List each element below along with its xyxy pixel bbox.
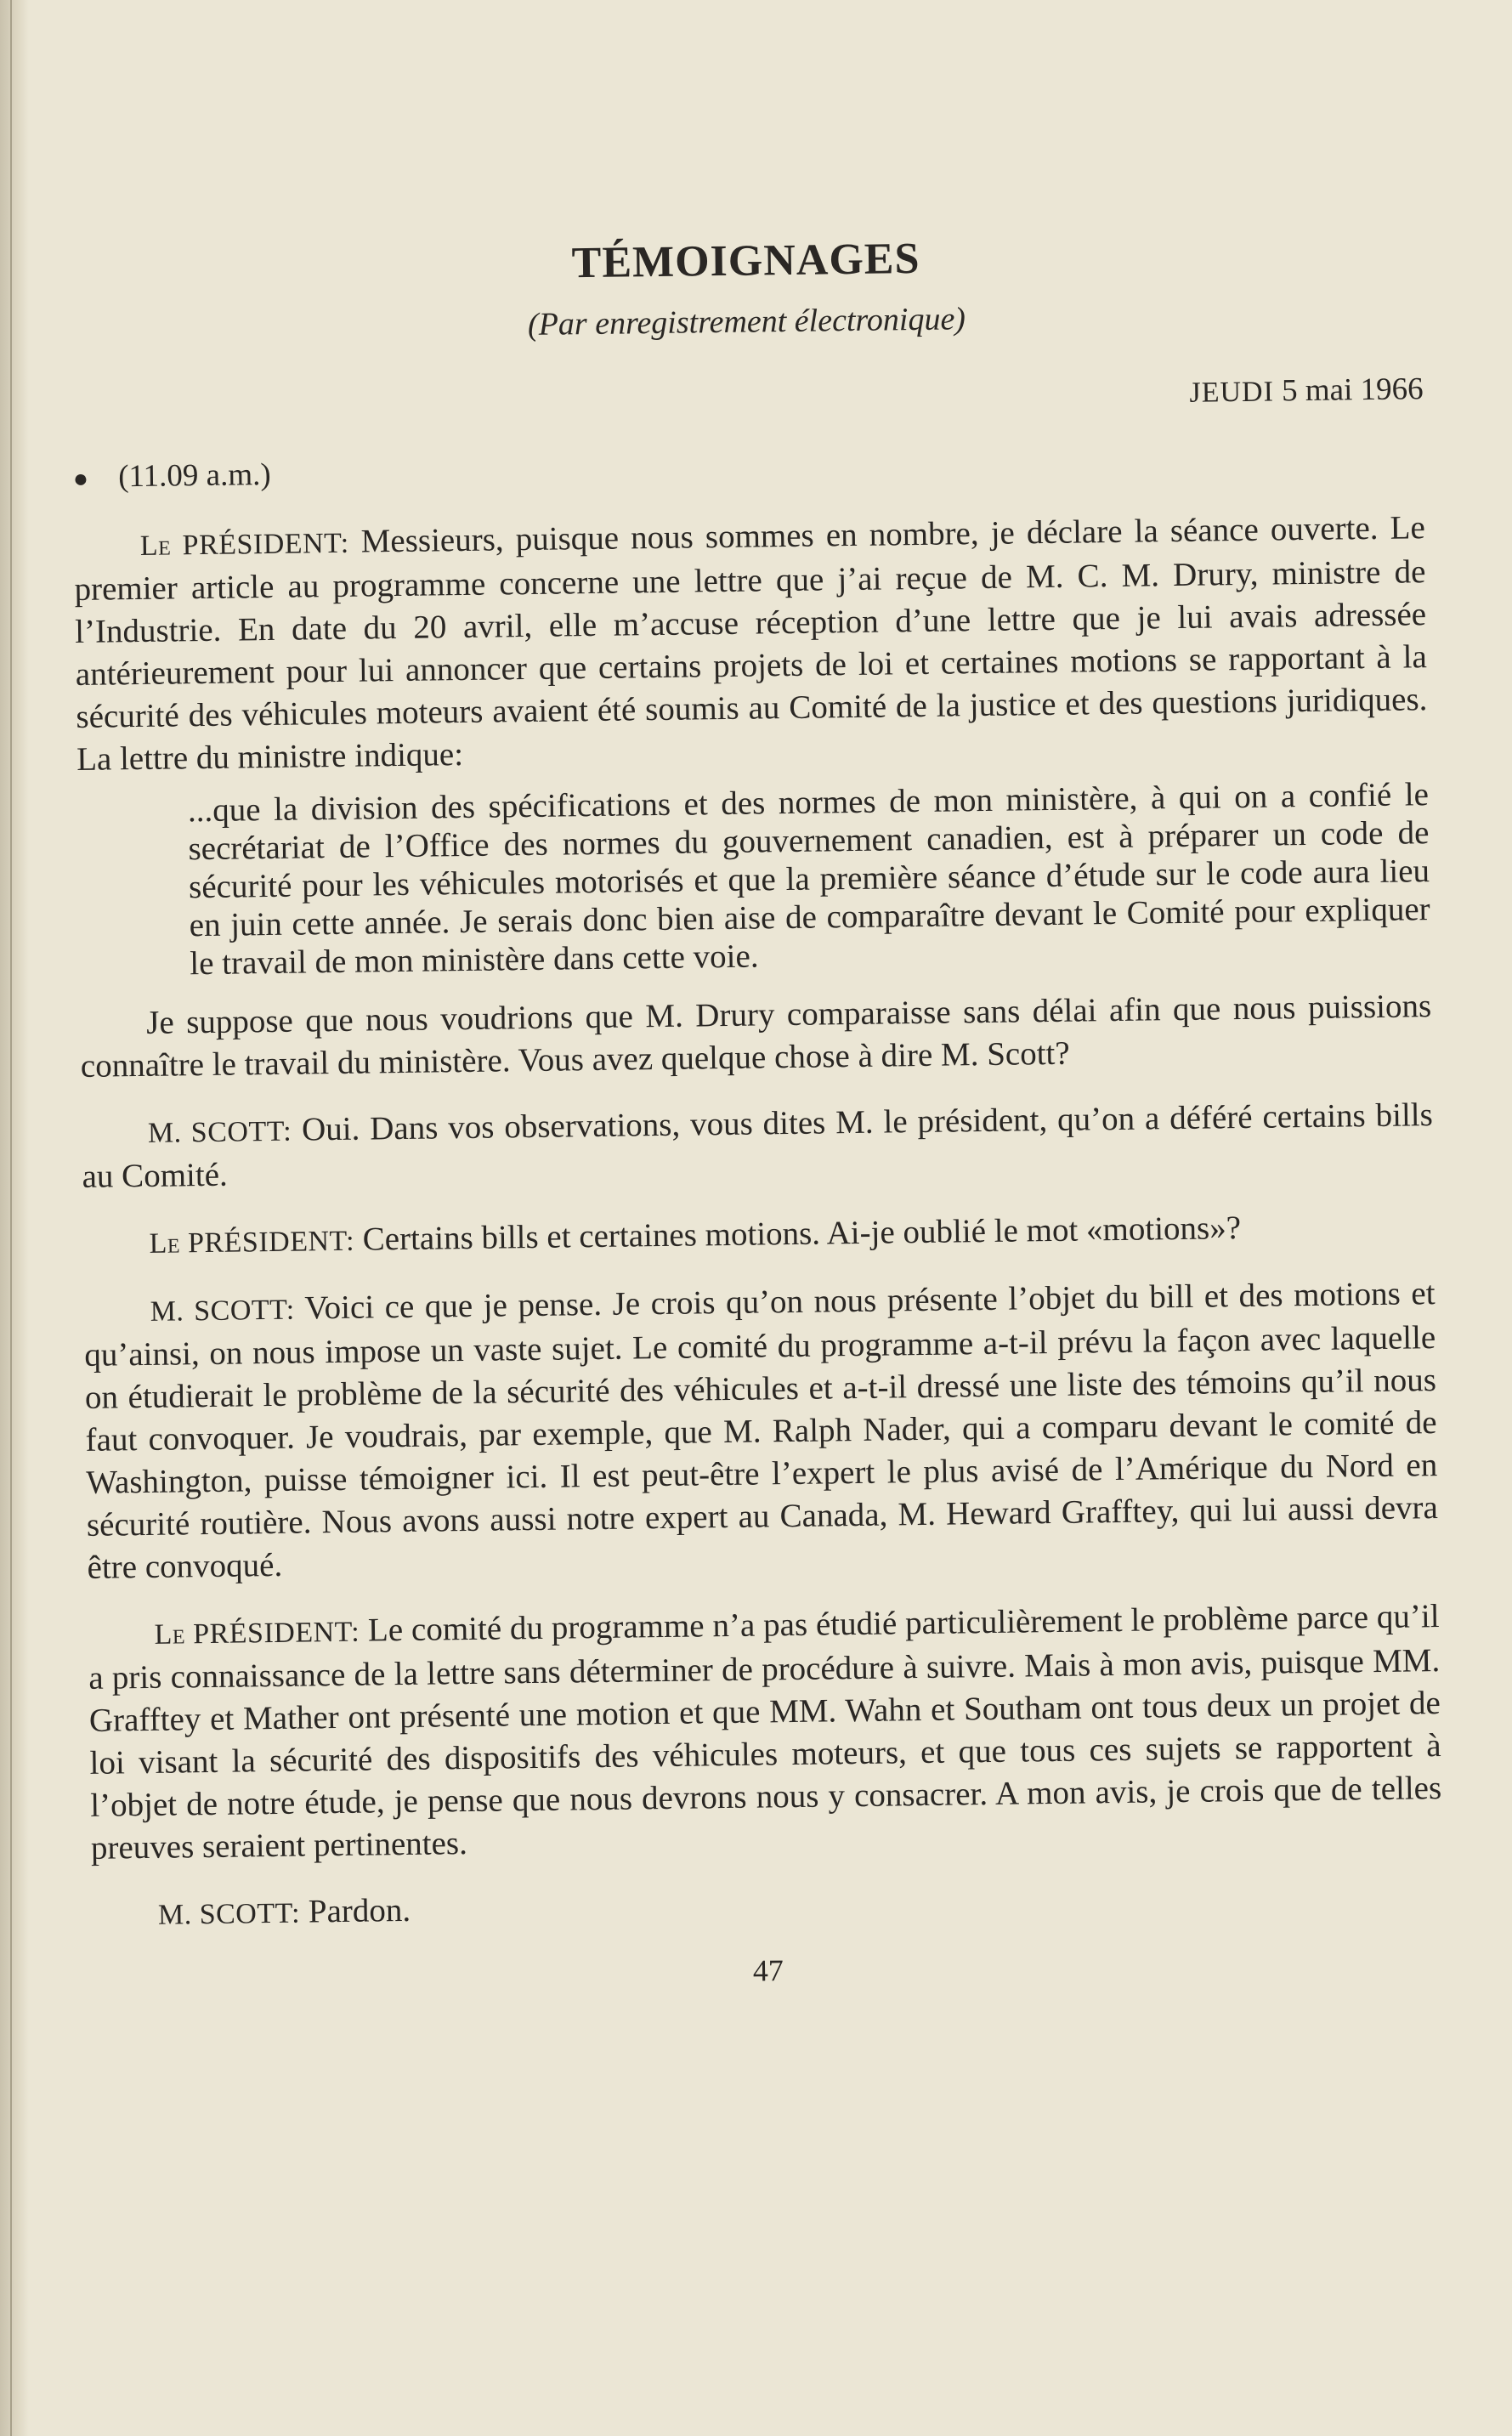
time-text: (11.09 a.m.): [117, 456, 271, 495]
paragraph-4: [82, 1094, 1434, 1198]
paragraph-text: Messieurs, puisque nous sommes en nombre, je déclare la séance ouverte. Le premier article au programme concerne une lettre que j’ai reçue de M. C. M. Drury, ministre de l’Industrie. En date du 20 avril, elle m’accuse réception d’une lettre que je lui avais adressée antérieurement pour lui annoncer que certains projets de loi et certaines motions se rapportant à la sécurité des véhicules moteurs avaient été soumis au Comité de la justice et des questions juridiques. La lettre du ministre indique:: [74, 509, 1428, 778]
session-date: [71, 371, 1423, 425]
speaker-label: Le PRÉSIDENT:: [154, 1616, 360, 1651]
speaker-label: Le PRÉSIDENT:: [149, 1225, 355, 1260]
paragraph-text: Pardon.: [308, 1891, 411, 1930]
page-number: 47: [752, 1953, 784, 1988]
speaker-label: M. SCOTT:: [157, 1897, 301, 1931]
bullet-icon: ●: [72, 464, 89, 493]
paragraph-3: Je suppose que nous voudrions que M. Drury comparaisse sans délai afin que nous puissions connaître le travail du ministère. Vous avez quelque chose à dire M. Scott?: [80, 988, 1432, 1085]
page-title: TÉMOIGNAGES: [571, 234, 920, 288]
paragraph-text: Le comité du programme n’a pas étudié particulièrement le problème parce qu’il a pris connaissance de la lettre sans déterminer de procédure à suivre. Mais à mon avis, puisque MM. Grafftey et Mather ont présenté une motion et que MM. Wahn et Southam ont tous deux un projet de loi visant la sécurité des dispositifs des véhicules moteurs, et que tous ces sujets se rapportent à l’objet de notre étude, je pense que nous devrons nous y consacrer. A mon avis, je crois que de telles preuves seraient pertinentes.: [88, 1598, 1442, 1867]
paragraph-5: [82, 1204, 1435, 1266]
paragraph-8: [92, 1876, 1444, 1938]
speaker-label: M. SCOTT:: [150, 1294, 295, 1328]
date-day: JEUDI: [1189, 376, 1275, 409]
speaker-label: Le PRÉSIDENT:: [139, 527, 349, 562]
session-time: [73, 441, 1424, 496]
page-binding-shadow: [0, 0, 29, 2436]
date-rest: 5 mai 1966: [1281, 371, 1424, 409]
paragraph-6: [83, 1272, 1438, 1589]
paragraph-text: Oui. Dans vos observations, vous dites M. le président, qu’on a déféré certains bills au Comité.: [82, 1096, 1434, 1195]
document-page: [70, 212, 1444, 1997]
page-subtitle: (Par enregistrement électronique): [527, 301, 966, 343]
speaker-label: M. SCOTT:: [147, 1115, 292, 1149]
paragraph-text: Certains bills et certaines motions. Ai-je oublié le mot «motions»?: [362, 1210, 1242, 1258]
paragraph-1: [74, 507, 1429, 781]
quoted-letter: ...que la division des spécifications et des normes de mon ministère, à qui on a confié le secrétariat de l’Office des normes du gouvernement canadien, est à préparer un code de sécurité pour les véhicules motorisés et que la première séance d’étude sur le code aura lieu en juin cette année. Je serais donc bien aise de comparaître devant le Comité pour expliquer le travail de mon ministère dans cette voie.: [187, 776, 1430, 983]
binding-edge: [10, 0, 12, 2436]
paragraph-text: Voici ce que je pense. Je crois qu’on nous présente l’objet du bill et des motions et qu’ainsi, on nous impose un vaste sujet. Le comité du programme a-t-il prévu la façon avec laquelle on étudierait le problème de la sécurité des véhicules et a-t-il dressé une liste des témoins qu’il nous faut convoquer. Je voudrais, par exemple, que M. Ralph Nader, qui a comparu devant le comité de Washington, puisse témoigner ici. Il est peut-être l’expert le plus avisé de l’Amérique du Nord en sécurité routière. Nous avons aussi notre expert au Canada, M. Heward Grafftey, qui lui aussi devra être convoqué.: [84, 1275, 1439, 1586]
paragraph-7: [88, 1595, 1442, 1870]
